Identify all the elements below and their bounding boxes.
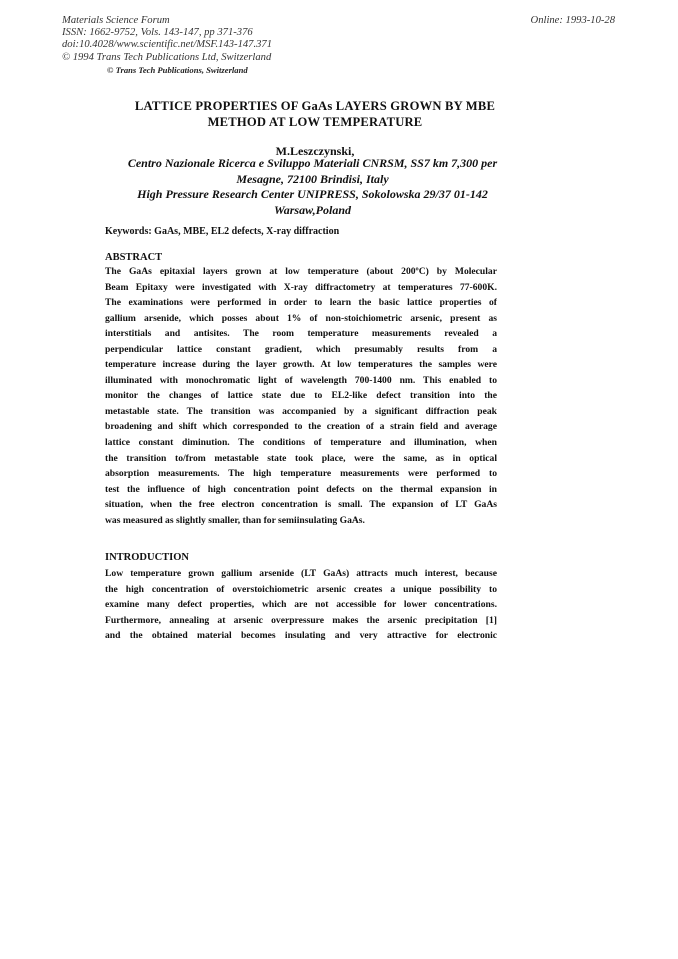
publisher-note: © Trans Tech Publications, Switzerland	[107, 65, 248, 75]
author-name: M.Leszczynski,	[275, 144, 355, 158]
introduction-heading: INTRODUCTION	[105, 552, 190, 563]
abstract-heading: ABSTRACT	[105, 252, 163, 263]
affiliation-line: Mesagne, 72100 Brindisi, Italy	[236, 171, 389, 186]
affiliation-line: Centro Nazionale Ricerca e Sviluppo Materiali CNRSM, SS7 km 7,300 per	[127, 156, 498, 170]
online-date: Online: 1993-10-28	[530, 15, 615, 26]
abstract-line: test the influence of high concentration point defects on the thermal expansion in	[105, 483, 497, 495]
affiliations	[90, 156, 535, 218]
abstract-line: gallium arsenide, which posses about 1% of non-stoichiometric arsenic, present as	[105, 312, 497, 324]
abstract-line: was measured as slightly smaller, than for semiinsulating GaAs.	[105, 514, 365, 526]
abstract-line: the transition to/from metastable state took place, were the same, as in optical	[105, 452, 497, 464]
abstract-line: illuminated with monochromatic light of wavelength 700-1400 nm. This enabled to	[105, 374, 497, 386]
abstract-line: Beam Epitaxy were investigated with X-ray diffractometry at temperatures 77-600K.	[105, 281, 497, 293]
title-line: METHOD AT LOW TEMPERATURE	[207, 115, 423, 129]
abstract-body	[105, 264, 497, 528]
introduction-line: the high concentration of overstoichiometric arsenic creates a unique possibility to	[105, 583, 497, 595]
paper-title	[105, 98, 525, 130]
introduction-line: examine many defect properties, which are not accessible for lower concentrations.	[105, 599, 497, 611]
doi-line: doi:10.4028/www.scientific.net/MSF.143-147.371	[62, 39, 272, 51]
abstract-line: temperature increase during the layer growth. At low temperatures the samples were	[105, 359, 497, 371]
abstract-line: perpendicular lattice constant gradient, which presumably results from a	[105, 343, 497, 355]
abstract-line: monitor the changes of lattice state due to EL2-like defect transition into the	[105, 390, 497, 402]
keywords-text: GaAs, MBE, EL2 defects, X-ray diffraction	[154, 226, 340, 237]
abstract-line: interstitials and antisites. The room temperature measurements revealed a	[105, 328, 497, 340]
affiliation-line: Warsaw,Poland	[273, 202, 351, 217]
abstract-line: broadening and shift which corresponded to the creation of a strain field and average	[105, 421, 497, 433]
introduction-line: Low temperature grown gallium arsenide (LT GaAs) attracts much interest, because	[105, 568, 497, 579]
keywords	[105, 226, 339, 237]
issn-line: ISSN: 1662-9752, Vols. 143-147, pp 371-376	[62, 27, 253, 39]
abstract-line: absorption measurements. The high temperature measurements were performed to	[105, 468, 497, 480]
abstract-line: metastable state. The transition was accompanied by a significant diffraction peak	[105, 405, 497, 417]
introduction-line: Furthermore, annealing at arsenic overpressure makes the arsenic precipitation [1]	[105, 614, 497, 626]
copyright-line: © 1994 Trans Tech Publications Ltd, Switzerland	[62, 51, 272, 63]
abstract-line: lattice constant diminution. The conditions of temperature and illumination, when	[105, 437, 497, 449]
introduction-line: and the obtained material becomes insulating and very attractive for electronic	[105, 630, 497, 642]
abstract-line: The examinations were performed in order to learn the basic lattice properties of	[105, 297, 497, 309]
introduction-body	[105, 566, 497, 644]
publication-info	[62, 15, 272, 64]
abstract-line: situation, when the free electron concentration is small. The expansion of LT GaAs	[105, 499, 497, 511]
keywords-label: Keywords:	[105, 226, 152, 237]
abstract-line: The GaAs epitaxial layers grown at low temperature (about 200ºC) by Molecular	[105, 266, 497, 277]
journal-name: Materials Science Forum	[62, 15, 170, 26]
affiliation-line: High Pressure Research Center UNIPRESS, Sokolowska 29/37 01-142	[137, 187, 488, 201]
title-line: LATTICE PROPERTIES OF GaAs LAYERS GROWN BY MBE	[134, 99, 496, 113]
